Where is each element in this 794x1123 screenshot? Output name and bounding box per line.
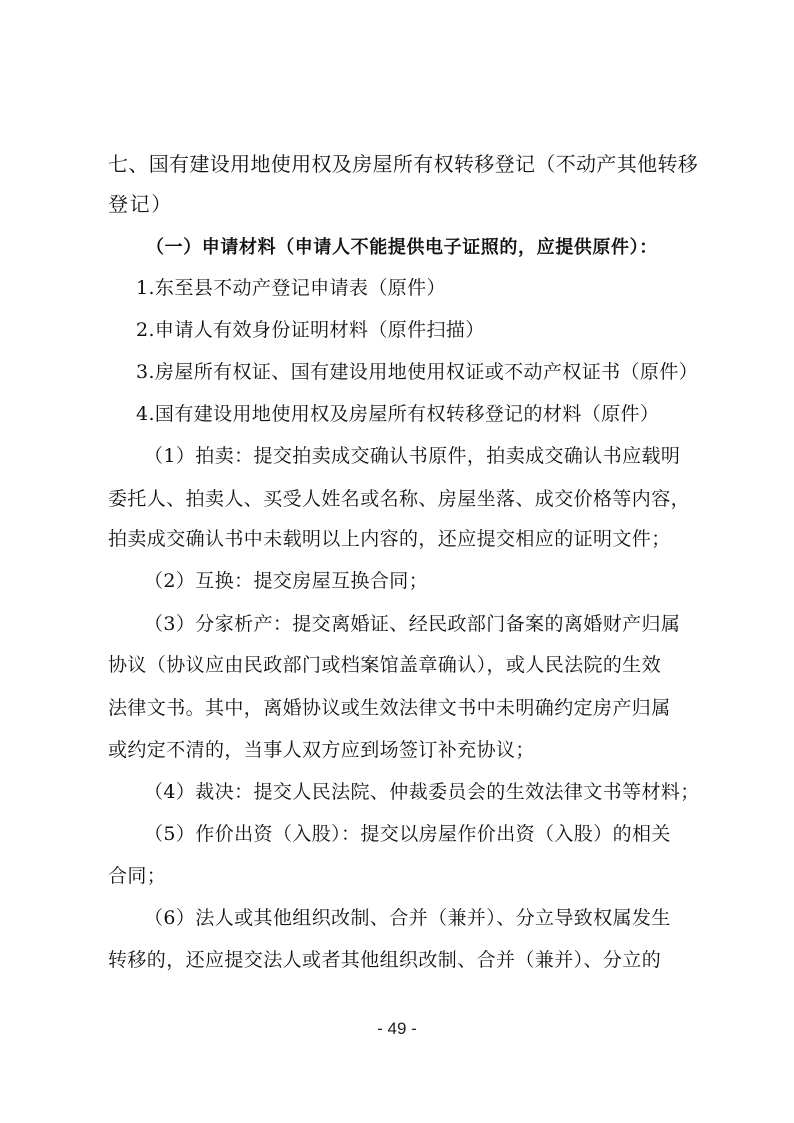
paragraph-line: （3）分家析产：提交离婚证、经民政部门备案的离婚财产归属 [144, 613, 681, 635]
list-item: 2.申请人有效身份证明材料（原件扫描） [136, 319, 485, 341]
paragraph-line: 合同； [108, 865, 167, 887]
paragraph-line: （5）作价出资（入股）：提交以房屋作价出资（入股）的相关 [144, 823, 671, 845]
page-number: - 49 - [377, 1019, 417, 1038]
list-item: 4.国有建设用地使用权及房屋所有权转移登记的材料（原件） [136, 403, 660, 425]
subsection-heading: （一）申请材料（申请人不能提供电子证照的，应提供原件）： [146, 237, 658, 258]
paragraph-line: （4）裁决：提交人民法院、仲裁委员会的生效法律文书等材料； [144, 781, 700, 803]
section-title-line-2: 登记） [108, 192, 173, 216]
paragraph-line: （2）互换：提交房屋互换合同； [144, 570, 429, 592]
paragraph-line: （6）法人或其他组织改制、合并（兼并）、分立导致权属发生 [144, 907, 671, 929]
section-title-line-1: 七、国有建设用地使用权及房屋所有权转移登记（不动产其他转移 [108, 152, 699, 176]
paragraph-line: 拍卖成交确认书中未载明以上内容的，还应提交相应的证明文件； [108, 528, 671, 550]
list-item: 3.房屋所有权证、国有建设用地使用权证或不动产权证书（原件） [136, 361, 699, 383]
list-item: 1.东至县不动产登记申请表（原件） [136, 277, 446, 299]
paragraph-line: 委托人、拍卖人、买受人姓名或名称、房屋坐落、成交价格等内容， [108, 488, 691, 510]
paragraph-line: 协议（协议应由民政部门或档案馆盖章确认），或人民法院的生效 [108, 654, 662, 676]
paragraph-line: 法律文书。其中，离婚协议或生效法律文书中未明确约定房产归属 [108, 697, 671, 719]
paragraph-line: 或约定不清的，当事人双方应到场签订补充协议； [108, 739, 535, 761]
paragraph-line: （1）拍卖：提交拍卖成交确认书原件，拍卖成交确认书应载明 [144, 445, 681, 467]
paragraph-line: 转移的，还应提交法人或者其他组织改制、合并（兼并）、分立的 [108, 949, 662, 971]
